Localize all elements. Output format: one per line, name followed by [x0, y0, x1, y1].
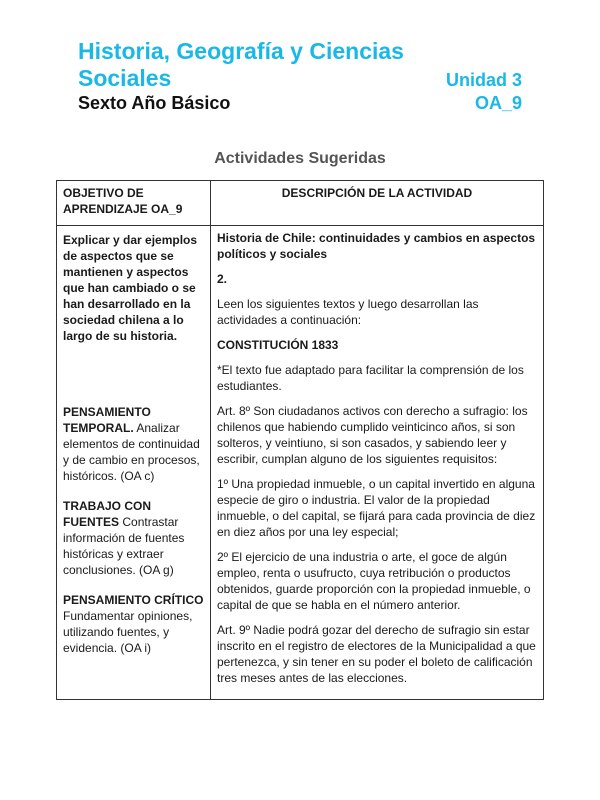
skill-title: PENSAMIENTO TEMPORAL.	[63, 405, 151, 435]
grade-oa-row	[78, 93, 522, 114]
skill-text: Contrastar información de fuentes históricas y extraer conclusiones. (OA g)	[63, 515, 185, 577]
requirement-2: 2º El ejercicio de una industria o arte, el goce de algún empleo, renta o usufructo, cuya retribución o productos obtenidos, guarde proporción con la propiedad inmueble, o capital de que se habla en el número anterior.	[217, 550, 531, 612]
description-column-header: DESCRIPCIÓN DE LA ACTIVIDAD	[211, 181, 544, 226]
skill-item	[63, 498, 204, 578]
skill-item	[63, 592, 204, 656]
table-body-row	[57, 226, 544, 700]
section-title: Actividades Sugeridas	[214, 150, 386, 167]
title-unit-row	[78, 65, 522, 92]
activity-topic: Historia de Chile: continuidades y cambios en aspectos políticos y sociales	[217, 231, 536, 261]
activity-number: 2.	[217, 272, 228, 286]
subject-title-line1: Historia, Geografía y Ciencias	[78, 38, 404, 64]
document-header	[78, 38, 522, 114]
article-8: Art. 8º Son ciudadanos activos con derecho a sufragio: los chilenos que habiendo cumplido veinticinco años, si son solteros, y veintiuno, si son casados, y sabiendo leer y escribir, cumplan alguno de los siguientes requisitos:	[217, 404, 528, 466]
skill-title: TRABAJO CON FUENTES	[63, 499, 152, 529]
objective-text: Explicar y dar ejemplos de aspectos que se mantienen y aspectos que han cambiado o se han desarrollado en la sociedad chilena a lo largo de su historia.	[63, 233, 198, 343]
oa-code: OA_9	[474, 93, 522, 113]
adaptation-note: *El texto fue adaptado para facilitar la comprensión de los estudiantes.	[217, 363, 524, 393]
objective-column-header: OBJETIVO DE APRENDIZAJE OA_9	[57, 181, 211, 226]
grade-label: Sexto Año Básico	[78, 93, 231, 113]
skill-text: Fundamentar opiniones, utilizando fuentes, y evidencia. (OA i)	[63, 609, 193, 655]
document-title: CONSTITUCIÓN 1833	[217, 338, 339, 352]
requirement-1: 1º Una propiedad inmueble, o un capital invertido en alguna especie de giro o industria. El valor de la propiedad inmueble, o del capital, se fijará para cada provincia de diez en diez años por una ley especial;	[217, 477, 536, 539]
subject-title-line2: Sociales	[78, 65, 172, 91]
article-9: Art. 9º Nadie podrá gozar del derecho de sufragio sin estar inscrito en el registro de electores de la Municipalidad a que pertenezca, y sin tener en su poder el boleto de calificación tres meses antes de las elecciones.	[217, 623, 536, 685]
table-header-row	[57, 181, 544, 226]
skill-item	[63, 404, 204, 484]
unit-label: Unidad 3	[445, 70, 522, 90]
description-cell	[211, 226, 544, 700]
skill-text: Analizar elementos de continuidad y de cambio en procesos, históricos. (OA c)	[63, 421, 200, 483]
activity-instruction: Leen los siguientes textos y luego desarrollan las actividades a continuación:	[217, 297, 479, 327]
objective-cell	[57, 226, 211, 700]
skill-title: PENSAMIENTO CRÍTICO	[63, 593, 204, 607]
activities-table	[56, 180, 544, 700]
